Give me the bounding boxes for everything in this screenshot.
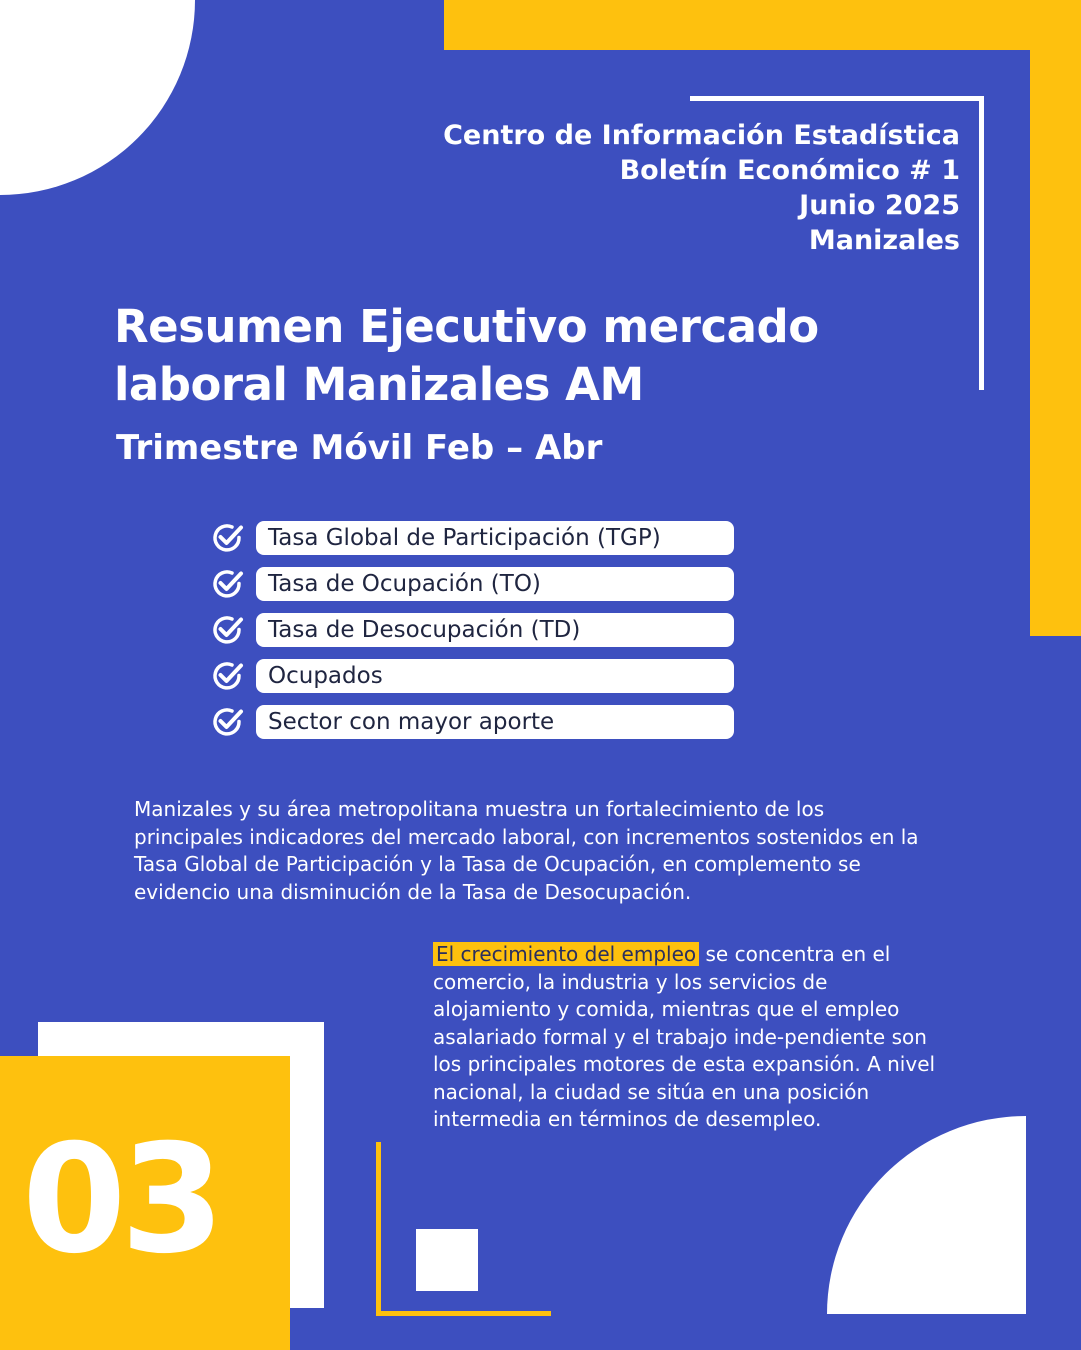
check-circle-icon: [210, 612, 246, 648]
header-organization: Centro de Información Estadística: [443, 120, 960, 151]
decorative-quarter-circle: [827, 1116, 1026, 1314]
list-item: [210, 653, 734, 699]
decorative-frame-line: [979, 96, 984, 390]
page-title-line: laboral Manizales AM: [114, 358, 644, 411]
page-title-line: Resumen Ejecutivo mercado: [114, 300, 819, 353]
summary-paragraph: Manizales y su área metropolitana muestra un fortalecimiento de los principales indicadores del mercado laboral, con incrementos sostenidos en la Tasa Global de Participación y la Tasa de Ocupación, en complemento se evidencio una disminución de la Tasa de Desocupación.: [134, 797, 919, 904]
list-item: [210, 607, 734, 653]
check-circle-icon: [210, 658, 246, 694]
list-item: [210, 561, 734, 607]
indicator-checklist: [210, 515, 734, 745]
header-city: Manizales: [808, 225, 960, 256]
check-circle-icon: [210, 520, 246, 556]
highlighted-phrase: El crecimiento del empleo: [433, 942, 699, 966]
employment-paragraph-text: se concentra en el comercio, la industria y los servicios de alojamiento y comida, mientras que el empleo asalariado formal y el trabajo inde-pendiente son los principales motores de esta expansión. A nivel nacional, la ciudad se sitúa en una posición intermedia en términos de desempleo.: [433, 942, 936, 1131]
indicator-label: Ocupados: [256, 659, 734, 693]
page-number: 03: [22, 1113, 219, 1287]
list-item: [210, 515, 734, 561]
header-bulletin: Boletín Económico # 1: [619, 155, 960, 186]
employment-paragraph: [433, 941, 943, 1134]
indicator-label: Tasa de Ocupación (TO): [256, 567, 734, 601]
list-item: [210, 699, 734, 745]
indicator-label: Tasa Global de Participación (TGP): [256, 521, 734, 555]
decorative-frame-line: [690, 96, 984, 101]
indicator-label: Tasa de Desocupación (TD): [256, 613, 734, 647]
header-date: Junio 2025: [799, 190, 960, 221]
page-title: [114, 298, 954, 414]
check-circle-icon: [210, 566, 246, 602]
decorative-bracket: [376, 1142, 381, 1316]
header-block: [443, 118, 960, 258]
decorative-yellow-bar-right: [1030, 0, 1081, 636]
decorative-yellow-bar-top: [444, 0, 1081, 50]
decorative-small-square: [416, 1229, 478, 1291]
page-subtitle: Trimestre Móvil Feb – Abr: [116, 428, 603, 468]
decorative-circle: [0, 0, 195, 195]
check-circle-icon: [210, 704, 246, 740]
indicator-label: Sector con mayor aporte: [256, 705, 734, 739]
decorative-bracket: [376, 1311, 551, 1316]
